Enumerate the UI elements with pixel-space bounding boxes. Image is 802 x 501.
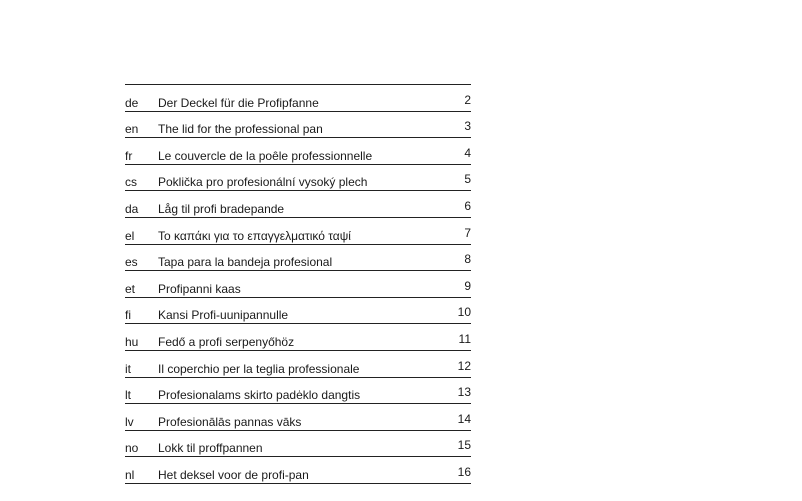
toc-row[interactable]: [125, 271, 471, 298]
page-number: 6: [464, 198, 471, 213]
section-title: Tapa para la bandeja profesional: [158, 255, 333, 270]
section-title: Il coperchio per la teglia professionale: [158, 361, 360, 376]
language-code: fr: [125, 148, 133, 163]
language-code: es: [125, 255, 138, 270]
page-number: 4: [464, 145, 471, 160]
section-title: Profipanni kaas: [158, 281, 241, 296]
section-title: Het deksel voor de profi-pan: [158, 467, 309, 482]
page-number: 15: [457, 438, 471, 453]
page-number: 5: [464, 172, 471, 187]
language-code: no: [125, 441, 139, 456]
page-number: 7: [464, 225, 471, 240]
toc-row[interactable]: [125, 245, 471, 272]
table-of-contents: [125, 84, 471, 484]
toc-row[interactable]: [125, 404, 471, 431]
toc-row[interactable]: [125, 324, 471, 351]
section-title: Kansi Profi-uunipannulle: [158, 308, 289, 323]
language-code: de: [125, 95, 139, 110]
toc-row[interactable]: [125, 351, 471, 378]
language-code: hu: [125, 334, 139, 349]
toc-row[interactable]: [125, 165, 471, 192]
language-code: nl: [125, 467, 135, 482]
language-code: lv: [125, 414, 134, 429]
page-number: 2: [464, 92, 471, 107]
page-number: 10: [457, 305, 471, 320]
language-code: el: [125, 228, 135, 243]
language-code: et: [125, 281, 136, 296]
page-number: 16: [457, 464, 471, 479]
toc-row[interactable]: [125, 431, 471, 458]
page-number: 12: [457, 358, 471, 373]
language-code: da: [125, 201, 139, 216]
section-title: Το καπάκι για το επαγγελματικό ταψί: [158, 228, 351, 243]
page-number: 11: [458, 331, 471, 346]
section-title: Fedő a profi serpenyőhöz: [158, 334, 295, 349]
page-number: 13: [457, 385, 471, 400]
toc-row[interactable]: [125, 378, 471, 405]
section-title: Le couvercle de la poêle professionnelle: [158, 148, 373, 163]
language-code: en: [125, 122, 139, 137]
section-title: Låg til profi bradepande: [158, 201, 285, 216]
section-title: Der Deckel für die Profipfanne: [158, 95, 319, 110]
language-code: lt: [125, 388, 131, 403]
toc-row[interactable]: [125, 218, 471, 245]
page-number: 3: [464, 119, 471, 134]
page-number: 9: [464, 278, 471, 293]
language-code: it: [125, 361, 131, 376]
section-title: Lokk til proffpannen: [158, 441, 263, 456]
language-code: fi: [125, 308, 131, 323]
section-title: Profesionalams skirto padėklo dangtis: [158, 388, 361, 403]
page-number: 8: [464, 252, 471, 267]
section-title: Profesionālās pannas vāks: [158, 414, 302, 429]
language-code: cs: [125, 175, 137, 190]
toc-row[interactable]: [125, 191, 471, 218]
section-title: Poklička pro profesionální vysoký plech: [158, 175, 368, 190]
section-title: The lid for the professional pan: [158, 122, 323, 137]
toc-row[interactable]: [125, 85, 471, 112]
toc-row[interactable]: [125, 298, 471, 325]
toc-row[interactable]: [125, 138, 471, 165]
toc-row[interactable]: [125, 457, 471, 484]
page-number: 14: [457, 411, 471, 426]
toc-row[interactable]: [125, 112, 471, 139]
